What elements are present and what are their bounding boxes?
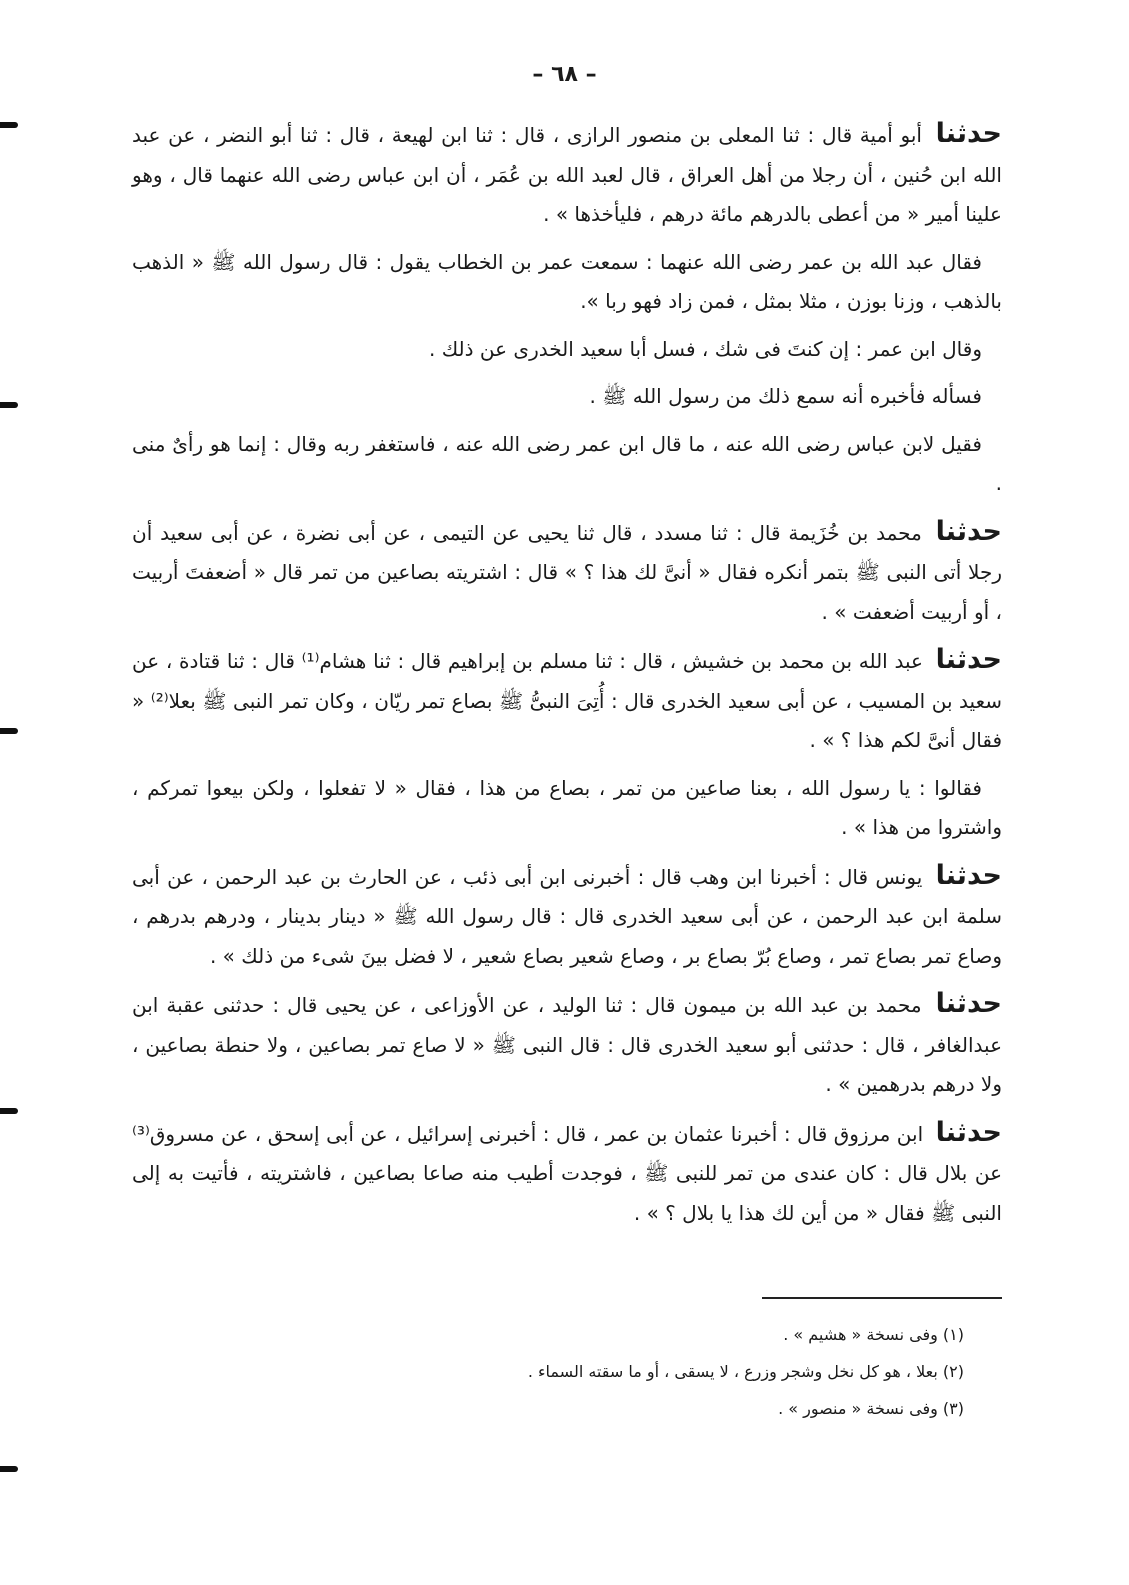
paragraph	[132, 1113, 1002, 1234]
paragraph	[132, 330, 1002, 370]
paragraph	[132, 425, 1002, 504]
paragraph-text: فقالوا : يا رسول الله ، بعنا صاعين من تمر ، بصاع من هذا ، فقال « لا تفعلوا ، ولكن بيعوا تمركم ، واشتروا من هذا » .	[132, 775, 1002, 839]
paragraph-text: محمد بن عبد الله بن ميمون قال : ثنا الوليد ، عن الأوزاعى ، عن يحيى قال : حدثنى عقبة ابن عبدالغافر ، قال : حدثنى أبو سعيد الخدرى قال : قال النبى ﷺ « لا صاع تمر بصاعين ، ولا حنطة بصاعين ، ولا درهم بدرهمين » .	[132, 993, 1002, 1096]
paragraph	[132, 114, 1002, 235]
hadditha-label: حدثنا	[935, 118, 1003, 149]
hadditha-label: حدثنا	[935, 859, 1002, 891]
paragraph	[132, 856, 1002, 977]
paragraph-text: أبو أمية قال : ثنا المعلى بن منصور الرازى ، قال : ثنا ابن لهيعة ، قال : ثنا أبو النضر ، عن عبد الله ابن حُنين ، أن رجلا من أهل العراق ، قال لعبد الله بن عُمَر ، أن ابن عباس رضى الله عنهما قال ، وهو علينا أمير « من أعطى بالدرهم مائة درهم ، فليأخذها » .	[132, 123, 1002, 226]
paragraph	[132, 512, 1002, 633]
margin-mark	[0, 1466, 18, 1472]
paragraph-text: ابن مرزوق قال : أخبرنا عثمان بن عمر ، قال : أخبرنى إسرائيل ، عن أبى إسحق ، عن مسروق⁽³⁾ عن بلال قال : كان عندى من تمر للنبى ﷺ ، فوجدت أطيب منه صاعا بصاعين ، فاشتريته ، فأتيت به إلى النبى ﷺ فقال « من أين لك هذا يا بلال ؟ » .	[132, 1121, 1002, 1225]
paragraph	[132, 243, 1002, 322]
hadditha-label: حدثنا	[935, 1116, 1002, 1148]
paragraph-text: فقال عبد الله بن عمر رضى الله عنهما : سمعت عمر بن الخطاب يقول : قال رسول الله ﷺ « الذهب بالذهب ، وزنا بوزن ، مثلا بمثل ، فمن زاد فهو ربا ».	[132, 249, 1002, 313]
hadditha-label: حدثنا	[935, 515, 1003, 547]
paragraph-text: فقيل لابن عباس رضى الله عنه ، ما قال ابن عمر رضى الله عنه ، فاستغفر ربه وقال : إنما هو رأىٌ منى .	[132, 431, 1002, 495]
paragraph	[132, 377, 1002, 417]
paragraph-text: فسأله فأخبره أنه سمع ذلك من رسول الله ﷺ .	[589, 384, 982, 408]
hadditha-label: حدثنا	[935, 644, 1003, 675]
hadditha-label: حدثنا	[935, 988, 1002, 1019]
paragraph	[132, 640, 1002, 761]
margin-mark	[0, 1108, 18, 1114]
paragraph-text: يونس قال : أخبرنا ابن وهب قال : أخبرنى ابن أبى ذئب ، عن الحارث بن عبد الرحمن ، عن أبى سلمة ابن عبد الرحمن ، عن أبى سعيد الخدرى قال : قال رسول الله ﷺ « دينار بدينار ، ودرهم بدرهم ، وصاع تمر بصاع تمر ، وصاع بُرّ بصاع بر ، وصاع شعير بصاع شعير ، لا فضل بينَ شىء من ذلك » .	[132, 864, 1002, 968]
footnote: (٣) وفى نسخة « منصور » .	[778, 1399, 964, 1418]
paragraph-text: عبد الله بن محمد بن خشيش ، قال : ثنا مسلم بن إبراهيم قال : ثنا هشام⁽¹⁾ قال : ثنا قتادة ، عن سعيد بن المسيب ، عن أبى سعيد الخدرى قال : أُتِىَ النبىُّ ﷺ بصاع تمر ريّان ، وكان تمر النبى ﷺ بعلا⁽²⁾ « فقال أنىَّ لكم هذا ؟ » .	[132, 649, 1002, 752]
margin-mark	[0, 728, 18, 734]
margin-mark	[0, 122, 18, 128]
paragraph	[132, 769, 1002, 848]
paragraph-text: وقال ابن عمر : إن كنتَ فى شك ، فسل أبا سعيد الخدرى عن ذلك .	[428, 336, 982, 361]
footnotes	[132, 1316, 1002, 1427]
page-number: – ٦٨ –	[532, 62, 597, 87]
footnote-divider	[762, 1297, 1002, 1299]
paragraph-text: محمد بن خُزَيمة قال : ثنا مسدد ، قال ثنا يحيى عن التيمى ، عن أبى نضرة ، عن أبى سعيد أن رجلا أتى النبى ﷺ بتمر أنكره فقال « أنىَّ لك هذا ؟ » قال : اشتريته بصاعين من تمر قال « أضعفتَ أربيت ، أو أربيت أضعفت » .	[132, 520, 1002, 624]
paragraph	[132, 984, 1002, 1105]
margin-mark	[0, 402, 18, 408]
main-text	[132, 112, 1002, 1241]
footnote: (١) وفى نسخة « هشيم » .	[783, 1325, 964, 1344]
footnote: (٢) بعلا ، هو كل نخل وشجر وزرع ، لا يسقى ، أو ما سقته السماء .	[527, 1362, 964, 1381]
